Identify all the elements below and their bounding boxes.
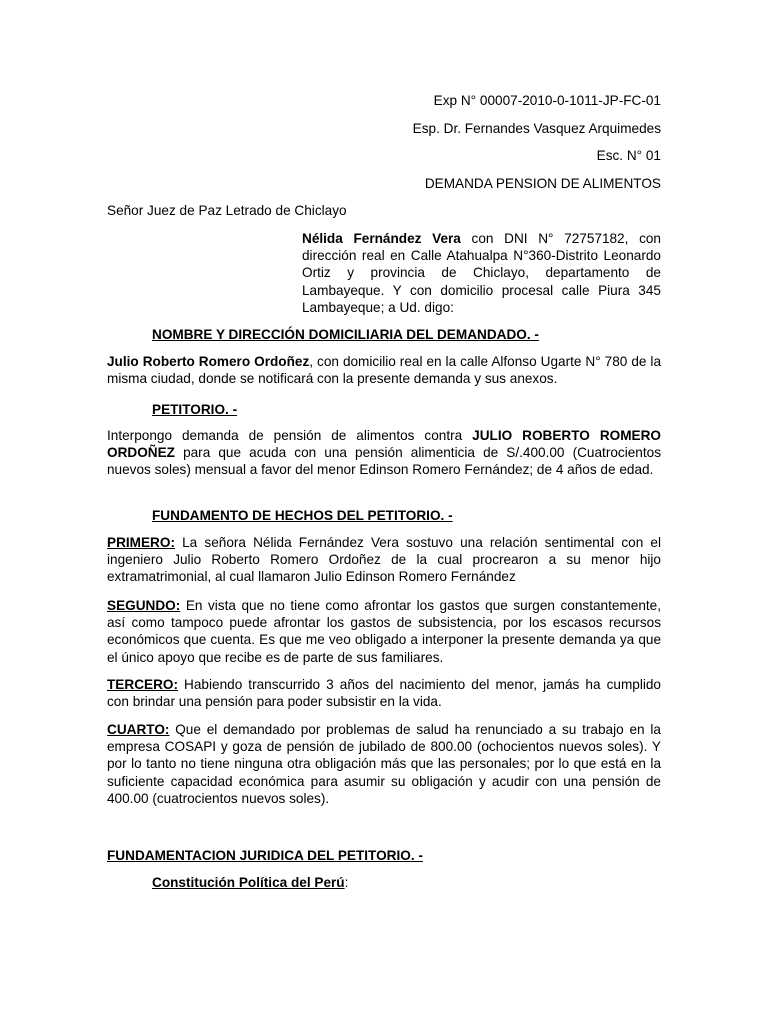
hecho-label: SEGUNDO: [107,598,181,613]
plaintiff-name: Nélida Fernández Vera [302,231,461,246]
hecho-text: Habiendo transcurrido 3 años del nacimiento del menor, jamás ha cumplido con brindar una pensión para poder subsistir en la vida. [107,677,661,710]
defendant-text: , con domicilio real en la calle Alfonso Ugarte N° 780 de la misma ciudad, donde se notificará con la presente demanda y sus anexos. [107,354,662,387]
juridica-heading: FUNDAMENTACION JURIDICA DEL PETITORIO. - [107,848,423,863]
sumilla: DEMANDA PENSION DE ALIMENTOS [424,176,661,191]
hecho-tercero [107,676,661,710]
petitorio-text-after: para que acuda con una pensión alimenticia de S/.400.00 (Cuatrocientos nuevos soles) mensual a favor del menor Edinson Romero Fernández; de 4 años de edad. [107,445,661,478]
hecho-cuarto [107,721,661,807]
hecho-text: La señora Nélida Fernández Vera sostuvo una relación sentimental con el ingeniero Julio Roberto Romero Ordoñez de la cual procrearon a su menor hijo extramatrimonial, al cual llamaron Julio Edinson Romero Fernández [107,535,661,585]
hecho-segundo [107,597,661,666]
juridica-subheading [152,874,348,891]
hecho-text: Que el demandado por problemas de salud ha renunciado a su trabajo en la empresa COSAPI y goza de pensión de jubilado de 800.00 (ochocientos nuevos soles). Y por lo tanto no tiene ninguna otra obligación más que las personales; por lo que está en la suficiente capacidad económica para asumir su obligación y acudir con una pensión de 400.00 (cuatrocientos nuevos soles). [107,722,661,806]
constitution-colon: : [344,875,349,890]
plaintiff-paragraph [302,230,661,316]
hechos-heading: FUNDAMENTO DE HECHOS DEL PETITORIO. - [152,508,453,523]
defendant-paragraph [107,353,661,387]
petitorio-paragraph [107,427,661,479]
especialista-line: Esp. Dr. Fernandes Vasquez Arquimedes [412,121,661,136]
defendant-name: Julio Roberto Romero Ordoñez [107,354,310,369]
petitorio-heading: PETITORIO. - [152,402,238,417]
hecho-label: PRIMERO: [107,535,175,550]
hecho-label: TERCERO: [107,677,178,692]
addressee: Señor Juez de Paz Letrado de Chiclayo [107,203,347,218]
escrito-number: Esc. N° 01 [596,148,661,163]
hecho-label: CUARTO: [107,722,170,737]
hecho-primero [107,534,661,586]
constitution-title: Constitución Política del Perú [152,875,345,890]
plaintiff-text: con DNI N° 72757182, con dirección real en Calle Atahualpa N°360-Distrito Leonardo Ortiz y provincia de Chiclayo, departamento de Lambayeque. Y con domicilio procesal calle Piura 345 Lambayeque; a Ud. digo: [302,231,661,315]
petitorio-text-before: Interpongo demanda de pensión de alimentos contra [107,428,473,443]
expediente-number: Exp N° 00007-2010-0-1011-JP-FC-01 [433,93,661,108]
hecho-text: En vista que no tiene como afrontar los gastos que surgen constantemente, así como tampoco puede afrontar los gastos de subsistencia, por los escasos recursos económicos que cuenta. Es que me veo obligado a interponer la presente demanda ya que el único apoyo que recibe es de parte de sus familiares. [107,598,661,665]
defendant-heading: NOMBRE Y DIRECCIÓN DOMICILIARIA DEL DEMANDADO. - [152,327,539,342]
petitorio-defendant-name: JULIO ROBERTO ROMERO ORDOÑEZ [107,428,661,461]
